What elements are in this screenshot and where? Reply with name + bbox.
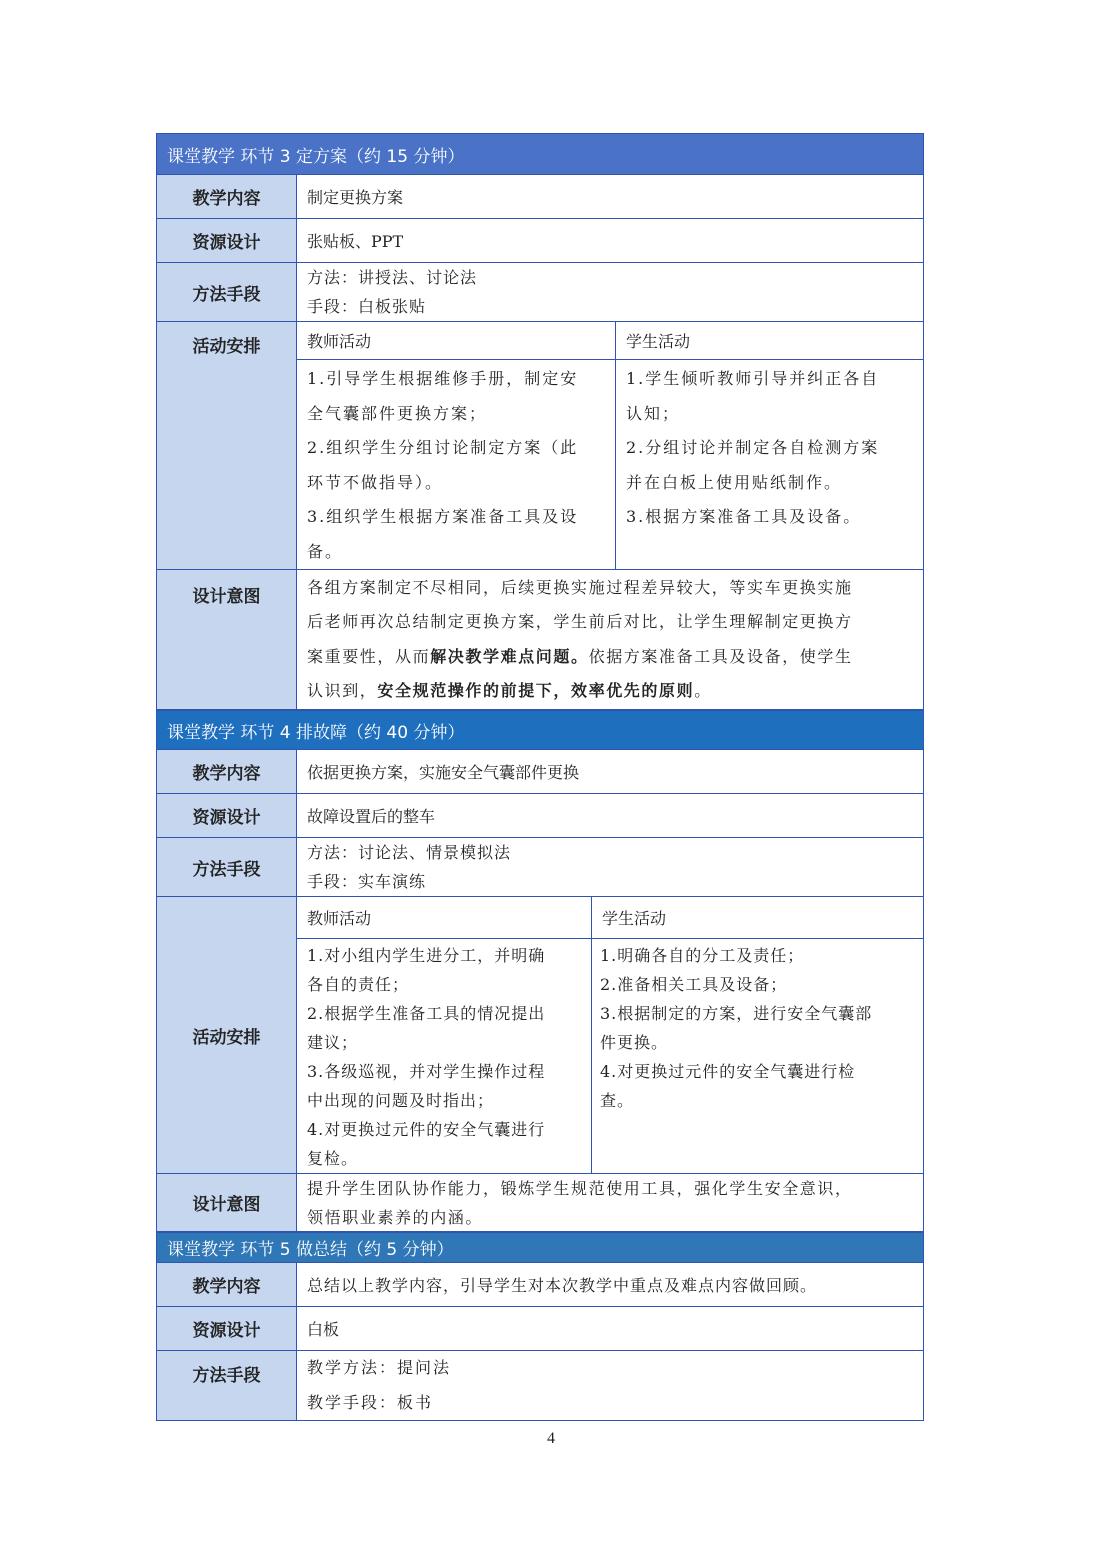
student-line: 4.对更换过元件的安全气囊进行检 xyxy=(600,1062,856,1081)
activity-body xyxy=(297,939,923,1173)
student-activity-cell xyxy=(616,360,923,569)
sec3-resource-row xyxy=(156,219,924,263)
intent-line: 各组方案制定不尽相同，后续更换实施过程差异较大，等实车更换实施 xyxy=(307,577,853,597)
sec5-content-row xyxy=(156,1263,924,1307)
resource-text: 白板 xyxy=(307,1320,340,1339)
sec3-activity-row xyxy=(156,322,924,570)
sec4-resource-row xyxy=(156,794,924,838)
student-line: 2.准备相关工具及设备； xyxy=(600,975,788,994)
student-line: 认知； xyxy=(626,403,681,423)
row-label: 设计意图 xyxy=(157,1174,297,1231)
student-activity-header: 学生活动 xyxy=(626,332,691,351)
row-label: 方法手段 xyxy=(157,838,297,896)
row-value xyxy=(297,1307,923,1350)
teacher-line: 环节不做指导）。 xyxy=(307,472,444,492)
intent-text: 。 xyxy=(694,681,712,700)
sec3-intent-row xyxy=(156,570,924,710)
teacher-activity-cell xyxy=(297,360,616,569)
teacher-line: 中出现的问题及时指出； xyxy=(307,1091,495,1110)
intent-line xyxy=(307,640,913,675)
student-line: 件更换。 xyxy=(600,1033,669,1052)
method-line: 手段：实车演练 xyxy=(307,872,427,891)
student-line: 3.根据方案准备工具及设备。 xyxy=(626,507,862,526)
sec5-resource-row xyxy=(156,1307,924,1351)
method-line: 教学方法：提问法 xyxy=(307,1358,452,1377)
teacher-line: 3.组织学生根据方案准备工具及设 xyxy=(307,507,579,526)
teacher-line: 全气囊部件更换方案； xyxy=(307,403,488,423)
intent-line: 提升学生团队协作能力，锻炼学生规范使用工具，强化学生安全意识， xyxy=(307,1178,853,1198)
row-value xyxy=(297,1263,923,1306)
activity-grid xyxy=(297,322,923,569)
row-value xyxy=(297,750,923,793)
teacher-line: 3.各级巡视，并对学生操作过程 xyxy=(307,1062,546,1081)
sec4-intent-row xyxy=(156,1174,924,1232)
teacher-line: 1.对小组内学生进分工，并明确 xyxy=(307,946,546,965)
intent-line: 后老师再次总结制定更换方案，学生前后对比，让学生理解制定更换方 xyxy=(307,612,853,631)
sec4-content-row xyxy=(156,750,924,794)
row-value xyxy=(297,219,923,262)
content-text: 总结以上教学内容，引导学生对本次教学中重点及难点内容做回顾。 xyxy=(307,1276,818,1295)
sec5-method-row xyxy=(156,1351,924,1421)
intent-text: 认识到， xyxy=(307,681,378,700)
row-label: 方法手段 xyxy=(157,263,297,321)
activity-header xyxy=(297,897,923,939)
section-5-header: 课堂教学 环节 5 做总结（约 5 分钟） xyxy=(156,1232,924,1263)
student-line: 3.根据制定的方案，进行安全气囊部 xyxy=(600,1004,873,1023)
row-label: 资源设计 xyxy=(157,219,297,262)
row-label: 教学内容 xyxy=(157,175,297,218)
row-value xyxy=(297,570,923,709)
content-text: 制定更换方案 xyxy=(307,188,404,207)
intent-text: 案重要性，从而 xyxy=(307,646,431,666)
resource-text: 张贴板、PPT xyxy=(307,232,404,251)
row-label: 设计意图 xyxy=(157,570,297,709)
teacher-activity-cell xyxy=(297,939,592,1173)
student-line: 并在白板上使用贴纸制作。 xyxy=(626,472,843,492)
activity-body xyxy=(297,360,923,569)
student-activity-cell xyxy=(592,939,923,1173)
method-line: 方法：讲授法、讨论法 xyxy=(307,268,478,287)
intent-line xyxy=(307,674,913,709)
activity-header xyxy=(297,322,923,360)
teacher-line: 各自的责任； xyxy=(307,975,410,994)
intent-line: 领悟职业素养的内涵。 xyxy=(307,1207,484,1227)
page-number: 4 xyxy=(547,1430,555,1447)
intent-text: 依据方案准备工具及设备，使学生 xyxy=(588,646,853,666)
row-label: 教学内容 xyxy=(157,1263,297,1306)
activity-grid xyxy=(297,897,923,1173)
row-label: 活动安排 xyxy=(157,322,297,569)
student-activity-header: 学生活动 xyxy=(602,909,667,928)
teacher-line: 2.根据学生准备工具的情况提出 xyxy=(307,1004,546,1023)
row-value xyxy=(297,838,923,896)
teacher-line: 建议； xyxy=(307,1033,359,1052)
row-value xyxy=(297,175,923,218)
row-label: 资源设计 xyxy=(157,1307,297,1350)
section-3-header: 课堂教学 环节 3 定方案（约 15 分钟） xyxy=(156,133,924,175)
teacher-line: 备。 xyxy=(307,541,344,561)
teacher-line: 4.对更换过元件的安全气囊进行 xyxy=(307,1120,546,1139)
teacher-line: 1.引导学生根据维修手册，制定安 xyxy=(307,369,579,388)
student-line: 1.明确各自的分工及责任； xyxy=(600,946,805,965)
method-line: 方法：讨论法、情景模拟法 xyxy=(307,843,512,862)
teacher-line: 2.组织学生分组讨论制定方案（此 xyxy=(307,438,579,457)
student-line: 1.学生倾听教师引导并纠正各自 xyxy=(626,369,880,388)
intent-emphasis: 解决教学难点问题。 xyxy=(430,646,589,666)
sec4-activity-row xyxy=(156,897,924,1174)
row-label: 资源设计 xyxy=(157,794,297,837)
teacher-activity-header: 教师活动 xyxy=(297,322,616,359)
method-line: 手段：白板张贴 xyxy=(307,297,427,316)
section-4-header: 课堂教学 环节 4 排故障（约 40 分钟） xyxy=(156,710,924,750)
teacher-line: 复检。 xyxy=(307,1149,359,1168)
method-line: 教学手段：板书 xyxy=(307,1392,434,1412)
resource-text: 故障设置后的整车 xyxy=(307,807,436,826)
sec3-content-row xyxy=(156,175,924,219)
row-label: 活动安排 xyxy=(157,897,297,1173)
row-label: 教学内容 xyxy=(157,750,297,793)
row-value xyxy=(297,1174,923,1231)
row-label: 方法手段 xyxy=(157,1351,297,1420)
row-value xyxy=(297,1351,923,1420)
row-value xyxy=(297,263,923,321)
content-text: 依据更换方案，实施安全气囊部件更换 xyxy=(307,763,580,782)
lesson-plan-table xyxy=(156,133,924,1421)
intent-emphasis: 安全规范操作的前提下，效率优先的原则 xyxy=(377,681,695,700)
row-value xyxy=(297,794,923,837)
teacher-activity-header: 教师活动 xyxy=(297,897,592,938)
student-line: 查。 xyxy=(600,1091,635,1110)
sec3-method-row xyxy=(156,263,924,322)
student-line: 2.分组讨论并制定各自检测方案 xyxy=(626,438,880,457)
sec4-method-row xyxy=(156,838,924,897)
